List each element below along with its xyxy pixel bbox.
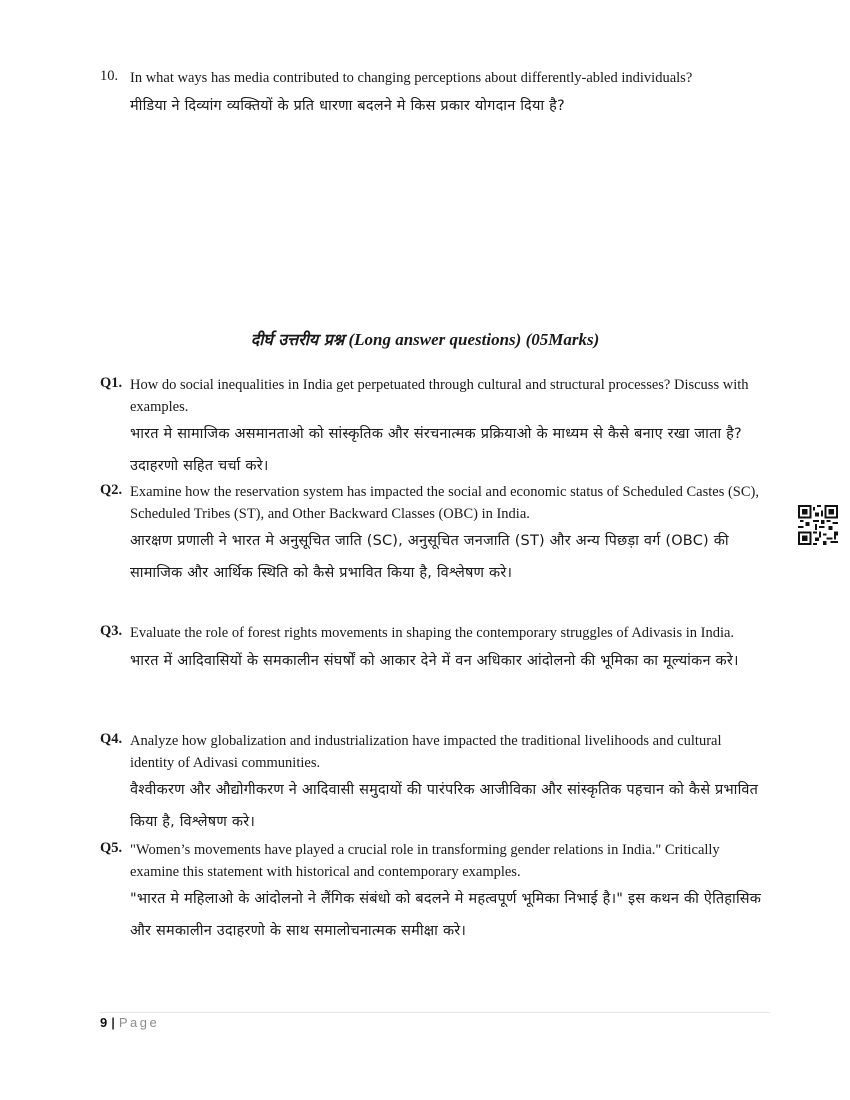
question-4 <box>100 731 768 838</box>
question-2 <box>100 482 768 589</box>
question-hindi: "भारत मे महिलाओ के आंदोलनो ने लैंगिक संबंधो को बदलने मे महत्वपूर्ण भूमिका निभाई है।" इस कथन की ऐतिहासिक और समकालीन उदाहरणो के साथ समालोचनात्मक समीक्षा करे। <box>130 891 762 939</box>
question-hindi: मीडिया ने दिव्यांग व्यक्तियों के प्रति धारणा बदलने मे किस प्रकार योगदान दिया है? <box>130 97 565 114</box>
question-hindi: भारत मे सामाजिक असमानताओ को सांस्कृतिक और संरचनात्मक प्रक्रियाओ के माध्यम से कैसे बनाए रखा जाता है? उदाहरणो सहित चर्चा करे। <box>130 426 742 474</box>
question-number: 10. <box>100 68 119 84</box>
question-english: How do social inequalities in India get perpetuated through cultural and structural processes? Discuss with examples. <box>130 377 749 415</box>
question-english: Analyze how globalization and industrialization have impacted the traditional livelihoods and cultural identity of Adivasi communities. <box>130 733 722 771</box>
question-english: Examine how the reservation system has impacted the social and economic status of Scheduled Castes (SC), Scheduled Tribes (ST), and Other Backward Classes (OBC) in India. <box>130 484 759 522</box>
question-number: Q2. <box>100 482 123 498</box>
section-heading <box>0 328 850 350</box>
page-label: Page <box>118 1015 160 1030</box>
question-5 <box>100 840 768 947</box>
footer-divider <box>100 1012 770 1013</box>
question-number: Q5. <box>100 840 123 856</box>
question-3 <box>100 623 768 677</box>
question-1 <box>100 375 768 482</box>
question-number: Q3. <box>100 623 123 639</box>
question-english: "Women’s movements have played a crucial role in transforming gender relations in India." Critically examine this statement with historical and contemporary examples. <box>130 842 720 880</box>
question-number: Q1. <box>100 375 123 391</box>
page-number: 9 <box>100 1015 108 1030</box>
question-english: In what ways has media contributed to changing perceptions about differently-abled individuals? <box>130 70 693 86</box>
question-hindi: आरक्षण प्रणाली ने भारत मे अनुसूचित जाति (SC), अनुसूचित जनजाति (ST) और अन्य पिछड़ा वर्ग (OBC) की सामाजिक और आर्थिक स्थिति को कैसे प्रभावित किया है, विश्लेषण करे। <box>130 533 729 581</box>
question-hindi: वैश्वीकरण और औद्योगीकरण ने आदिवासी समुदायों की पारंपरिक आजीविका और सांस्कृतिक पहचान को कैसे प्रभावित किया है, विश्लेषण करे। <box>130 782 759 830</box>
question-10 <box>100 68 768 122</box>
section-heading-hindi: दीर्घ उत्तरीय प्रश्न <box>250 330 345 349</box>
page-footer <box>100 1015 159 1030</box>
question-number: Q4. <box>100 731 123 747</box>
qr-code-icon <box>798 505 838 545</box>
question-hindi: भारत में आदिवासियों के समकालीन संघर्षों को आकार देने में वन अधिकार आंदोलनो की भूमिका का मूल्यांकन करे। <box>130 652 739 669</box>
question-english: Evaluate the role of forest rights movements in shaping the contemporary struggles of Adivasis in India. <box>130 625 735 641</box>
section-heading-english: (Long answer questions) (05Marks) <box>348 330 600 349</box>
footer-separator: | <box>111 1015 115 1030</box>
